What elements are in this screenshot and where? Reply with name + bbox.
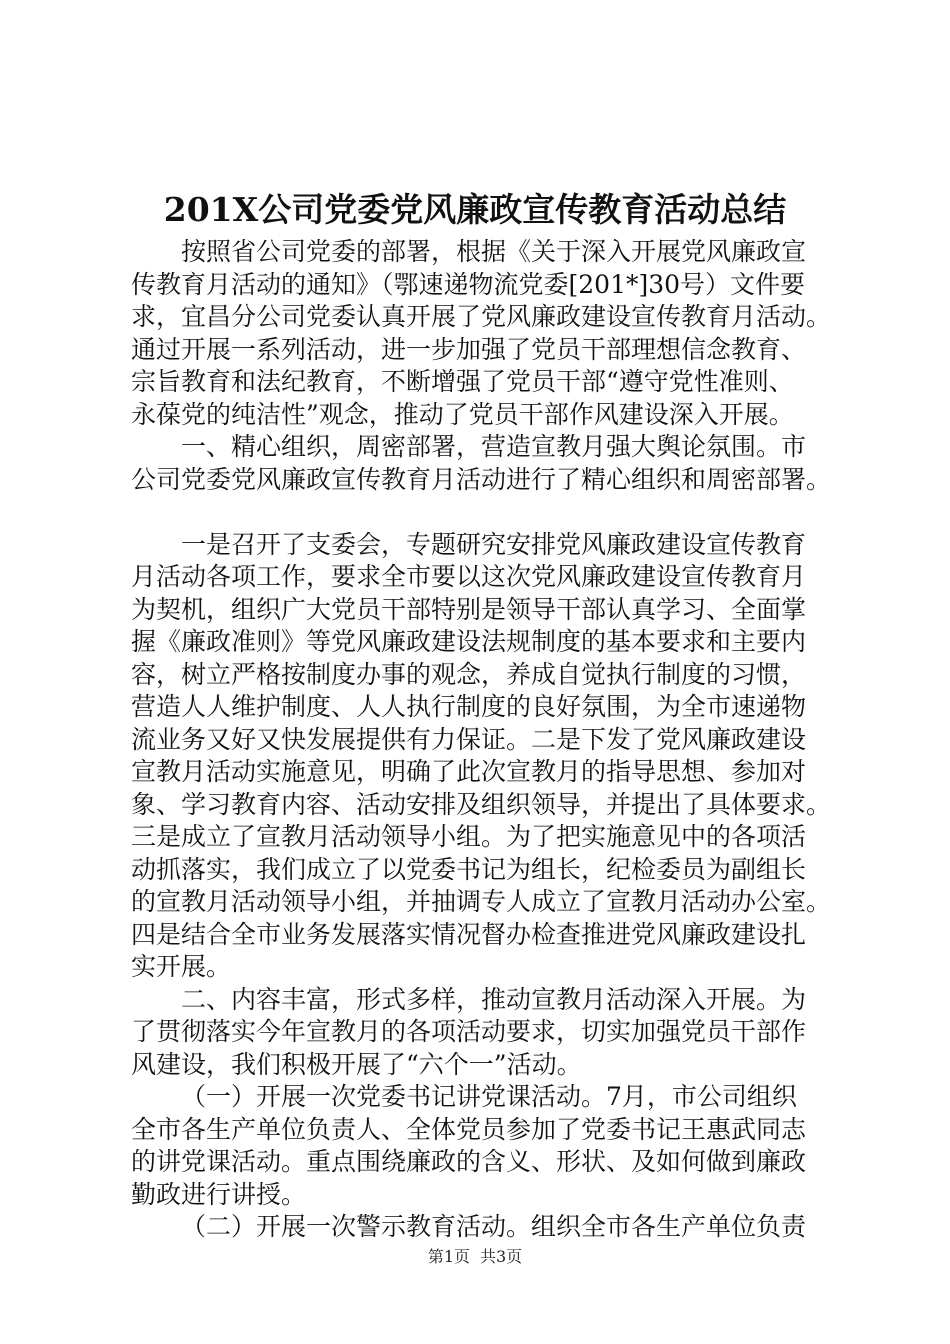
body-line: 月活动各项工作，要求全市要以这次党风廉政建设宣传教育月: [131, 562, 807, 591]
page-number: 第1页: [427, 1247, 470, 1266]
document-body: [131, 236, 843, 1244]
body-line: 一、精心组织，周密部署，营造宣教月强大舆论氛围。市: [181, 432, 807, 461]
page-total: 共3页: [480, 1247, 523, 1266]
document-title: 201X公司党委党风廉政宣传教育活动总结: [163, 190, 787, 229]
body-line: 二、内容丰富，形式多样，推动宣教月活动深入开展。为: [181, 984, 807, 1014]
body-line: 传教育月活动的通知》（鄂速递物流党委[201*]30号）文件要: [131, 269, 806, 299]
body-line: 一是召开了支委会，专题研究安排党风廉政建设宣传教育: [181, 529, 807, 559]
body-line: 实开展。: [131, 952, 232, 981]
body-line: 通过开展一系列活动，进一步加强了党员干部理想信念教育、: [131, 334, 807, 364]
body-line: 动抓落实，我们成立了以党委书记为组长，纪检委员为副组长: [131, 854, 807, 884]
body-line: 三是成立了宣教月活动领导小组。为了把实施意见中的各项活: [131, 822, 807, 851]
body-line: 容，树立严格按制度办事的观念，养成自觉执行制度的习惯，: [131, 659, 807, 689]
blank-line: [131, 496, 843, 529]
body-line: 永葆党的纯洁性”观念，推动了党员干部作风建设深入开展。: [131, 399, 794, 429]
body-line: 宗旨教育和法纪教育，不断增强了党员干部“遵守党性准则、: [131, 367, 794, 396]
page-footer: [0, 1245, 950, 1269]
body-line: 的宣教月活动领导小组，并抽调专人成立了宣教月活动办公室。: [131, 887, 832, 916]
body-line: 握《廉政准则》等党风廉政建设法规制度的基本要求和主要内: [131, 627, 807, 656]
body-line: （二）开展一次警示教育活动。组织全市各生产单位负责: [181, 1212, 807, 1241]
body-line: 勤政进行讲授。: [131, 1179, 307, 1209]
body-line: 四是结合全市业务发展落实情况督办检查推进党风廉政建设扎: [131, 919, 807, 949]
body-line: 宣教月活动实施意见，明确了此次宣教月的指导思想、参加对: [131, 757, 807, 786]
body-line: 营造人人维护制度、人人执行制度的良好氛围，为全市速递物: [131, 692, 807, 721]
body-line: 了贯彻落实今年宣教月的各项活动要求，切实加强党员干部作: [131, 1017, 807, 1046]
body-line: 求，宜昌分公司党委认真开展了党风廉政建设宣传教育月活动。: [131, 302, 832, 331]
body-line: （一）开展一次党委书记讲党课活动。7月，市公司组织: [181, 1082, 797, 1111]
body-line: 按照省公司党委的部署，根据《关于深入开展党风廉政宣: [181, 237, 807, 266]
body-line: 的讲党课活动。重点围绕廉政的含义、形状、及如何做到廉政: [131, 1147, 807, 1176]
body-line: 流业务又好又快发展提供有力保证。二是下发了党风廉政建设: [131, 724, 807, 754]
body-line: 为契机，组织广大党员干部特别是领导干部认真学习、全面掌: [131, 594, 807, 624]
body-line: 风建设，我们积极开展了“六个一”活动。: [131, 1049, 582, 1079]
body-line: 象、学习教育内容、活动安排及组织领导，并提出了具体要求。: [131, 789, 832, 819]
body-line: 全市各生产单位负责人、全体党员参加了党委书记王惠武同志: [131, 1114, 807, 1144]
body-line: 公司党委党风廉政宣传教育月活动进行了精心组织和周密部署。: [131, 464, 832, 494]
